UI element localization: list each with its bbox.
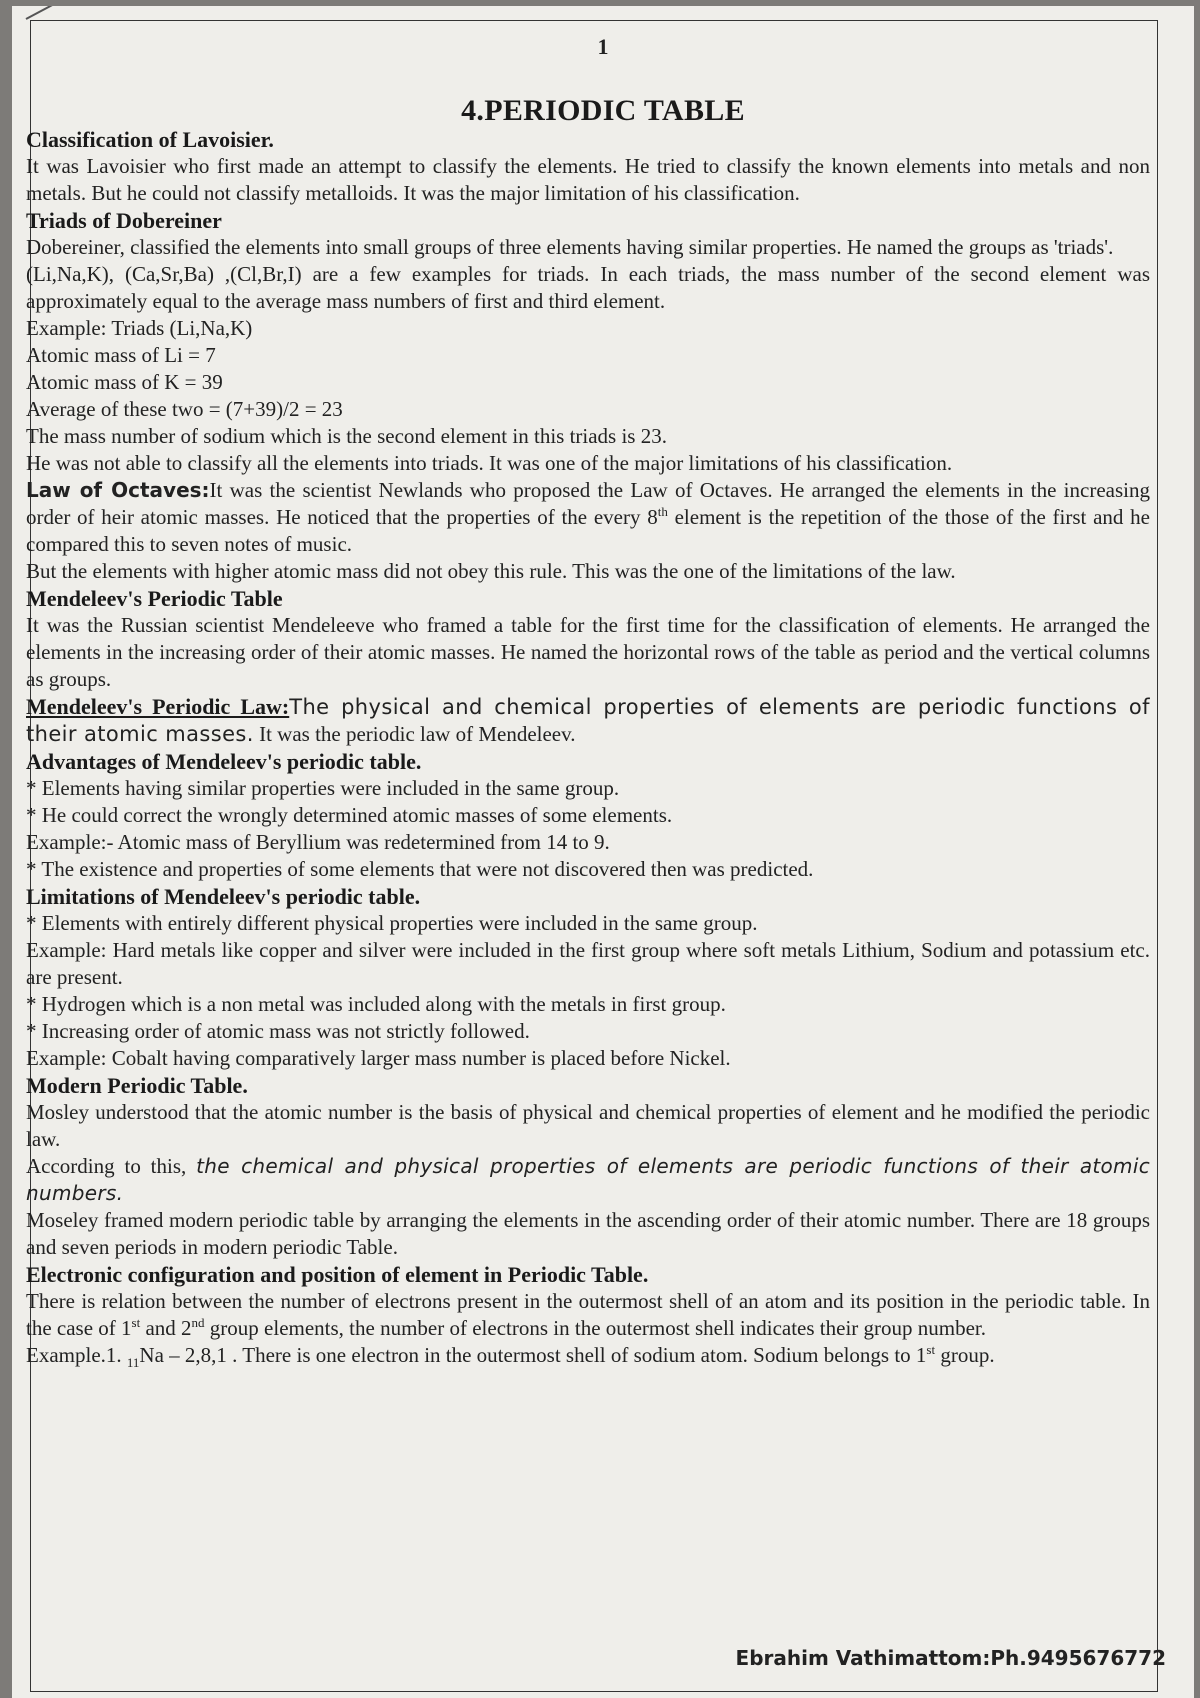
heading-limitations: Limitations of Mendeleev's periodic table.	[26, 884, 421, 909]
limitations-bullet-2: * Hydrogen which is a non metal was included along with the metals in first group.	[26, 992, 726, 1016]
electronic-ex-a: Example.1.	[26, 1343, 127, 1367]
page-title: 4.PERIODIC TABLE	[461, 94, 745, 127]
octaves-p2: But the elements with higher atomic mass did not obey this rule. This was the one of the limitations of the law.	[26, 559, 956, 583]
electronic-p1	[26, 1288, 1150, 1342]
heading-advantages: Advantages of Mendeleev's periodic table.	[26, 749, 422, 774]
advantages-bullet-2: * He could correct the wrongly determined atomic masses of some elements.	[26, 803, 673, 827]
mendeleev-law-tail: It was the periodic law of Mendeleev.	[253, 722, 576, 746]
dobereiner-sodium: The mass number of sodium which is the second element in this triads is 23.	[26, 424, 667, 448]
modern-p2-lead: According to this,	[26, 1154, 197, 1178]
electronic-sup-1: st	[131, 1315, 141, 1330]
advantages-bullet-1: * Elements having similar properties were included in the same group.	[26, 776, 620, 800]
octaves-sup: th	[657, 504, 668, 519]
advantages-bullet-3: * The existence and properties of some elements that were not discovered then was predicted.	[26, 857, 814, 881]
pen-mark	[26, 6, 80, 20]
octaves-text-b: element is the repetition of the those of the first and he compared this to seven notes of music.	[26, 505, 1151, 556]
advantages-example: Example:- Atomic mass of Beryllium was redetermined from 14 to 9.	[26, 830, 610, 854]
octaves-paragraph	[26, 477, 1150, 558]
limitations-bullet-1: * Elements with entirely different physical properties were included in the same group.	[26, 911, 758, 935]
electronic-ex-sub: 11	[126, 1355, 140, 1371]
mendeleev-text: It was the Russian scientist Mendeleeve who framed a table for the first time for the classification of elements. He arranged the elements in the increasing order of their atomic masses. He named the horizontal rows of the table as period and the vertical columns as groups.	[26, 613, 1150, 691]
electronic-ex-c: group.	[935, 1343, 995, 1367]
limitations-example-2: Example: Cobalt having comparatively larger mass number is placed before Nickel.	[26, 1046, 731, 1070]
dobereiner-example: Example: Triads (Li,Na,K)	[26, 316, 253, 340]
electronic-ex-b: Na – 2,8,1 . There is one electron in the outermost shell of sodium atom. Sodium belongs to 1	[139, 1343, 927, 1367]
heading-mendeleev: Mendeleev's Periodic Table	[26, 586, 283, 611]
electronic-p1-a: There is relation between the number of electrons present in the outermost shell of an atom and its position in the periodic table. In the case of 1	[26, 1289, 1150, 1340]
mendeleev-law-text: The physical and chemical properties of elements are periodic functions of their atomic masses.	[26, 695, 1150, 746]
heading-modern: Modern Periodic Table.	[26, 1073, 248, 1098]
limitations-example-1: Example: Hard metals like copper and silver were included in the first group where soft metals Lithium, Sodium and potassium etc. are present.	[26, 938, 1150, 989]
modern-p3: Moseley framed modern periodic table by arranging the elements in the ascending order of their atomic number. There are 18 groups and seven periods in modern periodic Table.	[26, 1208, 1150, 1259]
dobereiner-limitation: He was not able to classify all the elements into triads. It was one of the major limitations of his classification.	[26, 451, 953, 475]
heading-dobereiner: Triads of Dobereiner	[26, 208, 222, 233]
dobereiner-p1: Dobereiner, classified the elements into small groups of three elements having similar properties. He named the groups as 'triads'.	[26, 235, 1114, 259]
mendeleev-law-label: Mendeleev's Periodic Law:	[26, 694, 290, 719]
electronic-sup-2: nd	[191, 1315, 205, 1330]
octaves-text-a: It was the scientist Newlands who proposed the Law of Octaves. He arranged the elements in the increasing order of heir atomic masses. He noticed that the properties of the every 8	[26, 478, 1150, 529]
dobereiner-k: Atomic mass of K = 39	[26, 370, 223, 394]
electronic-p1-c: group elements, the number of electrons in the outermost shell indicates their group number.	[204, 1316, 987, 1340]
document-page	[12, 6, 1194, 1698]
page-content	[26, 126, 1150, 1369]
dobereiner-avg: Average of these two = (7+39)/2 = 23	[26, 397, 343, 421]
lavoisier-text: It was Lavoisier who first made an attempt to classify the elements. He tried to classify the known elements into metals and non metals. But he could not classify metalloids. It was the major limitation of his classification.	[26, 154, 1150, 205]
modern-p1: Mosley understood that the atomic number is the basis of physical and chemical properties of element and he modified the periodic law.	[26, 1100, 1150, 1151]
modern-law-text: the chemical and physical properties of elements are periodic functions of their atomic numbers.	[26, 1154, 1150, 1205]
dobereiner-li: Atomic mass of Li = 7	[26, 343, 216, 367]
page-number: 1	[597, 34, 609, 59]
electronic-example	[26, 1342, 1150, 1369]
mendeleev-law	[26, 693, 1150, 748]
heading-lavoisier: Classification of Lavoisier.	[26, 127, 274, 152]
modern-p2	[26, 1153, 1150, 1207]
electronic-p1-b: and 2	[140, 1316, 192, 1340]
octaves-label: Law of Octaves:	[26, 478, 210, 502]
dobereiner-p2: (Li,Na,K), (Ca,Sr,Ba) ,(Cl,Br,I) are a few examples for triads. In each triads, the mass number of the second element was approximately equal to the average mass numbers of first and third element.	[26, 262, 1150, 313]
electronic-ex-sup: st	[926, 1342, 936, 1357]
author-footer: Ebrahim Vathimattom:Ph.9495676772	[735, 1646, 1166, 1670]
limitations-bullet-3: * Increasing order of atomic mass was not strictly followed.	[26, 1019, 530, 1043]
heading-electronic: Electronic configuration and position of element in Periodic Table.	[26, 1262, 649, 1287]
